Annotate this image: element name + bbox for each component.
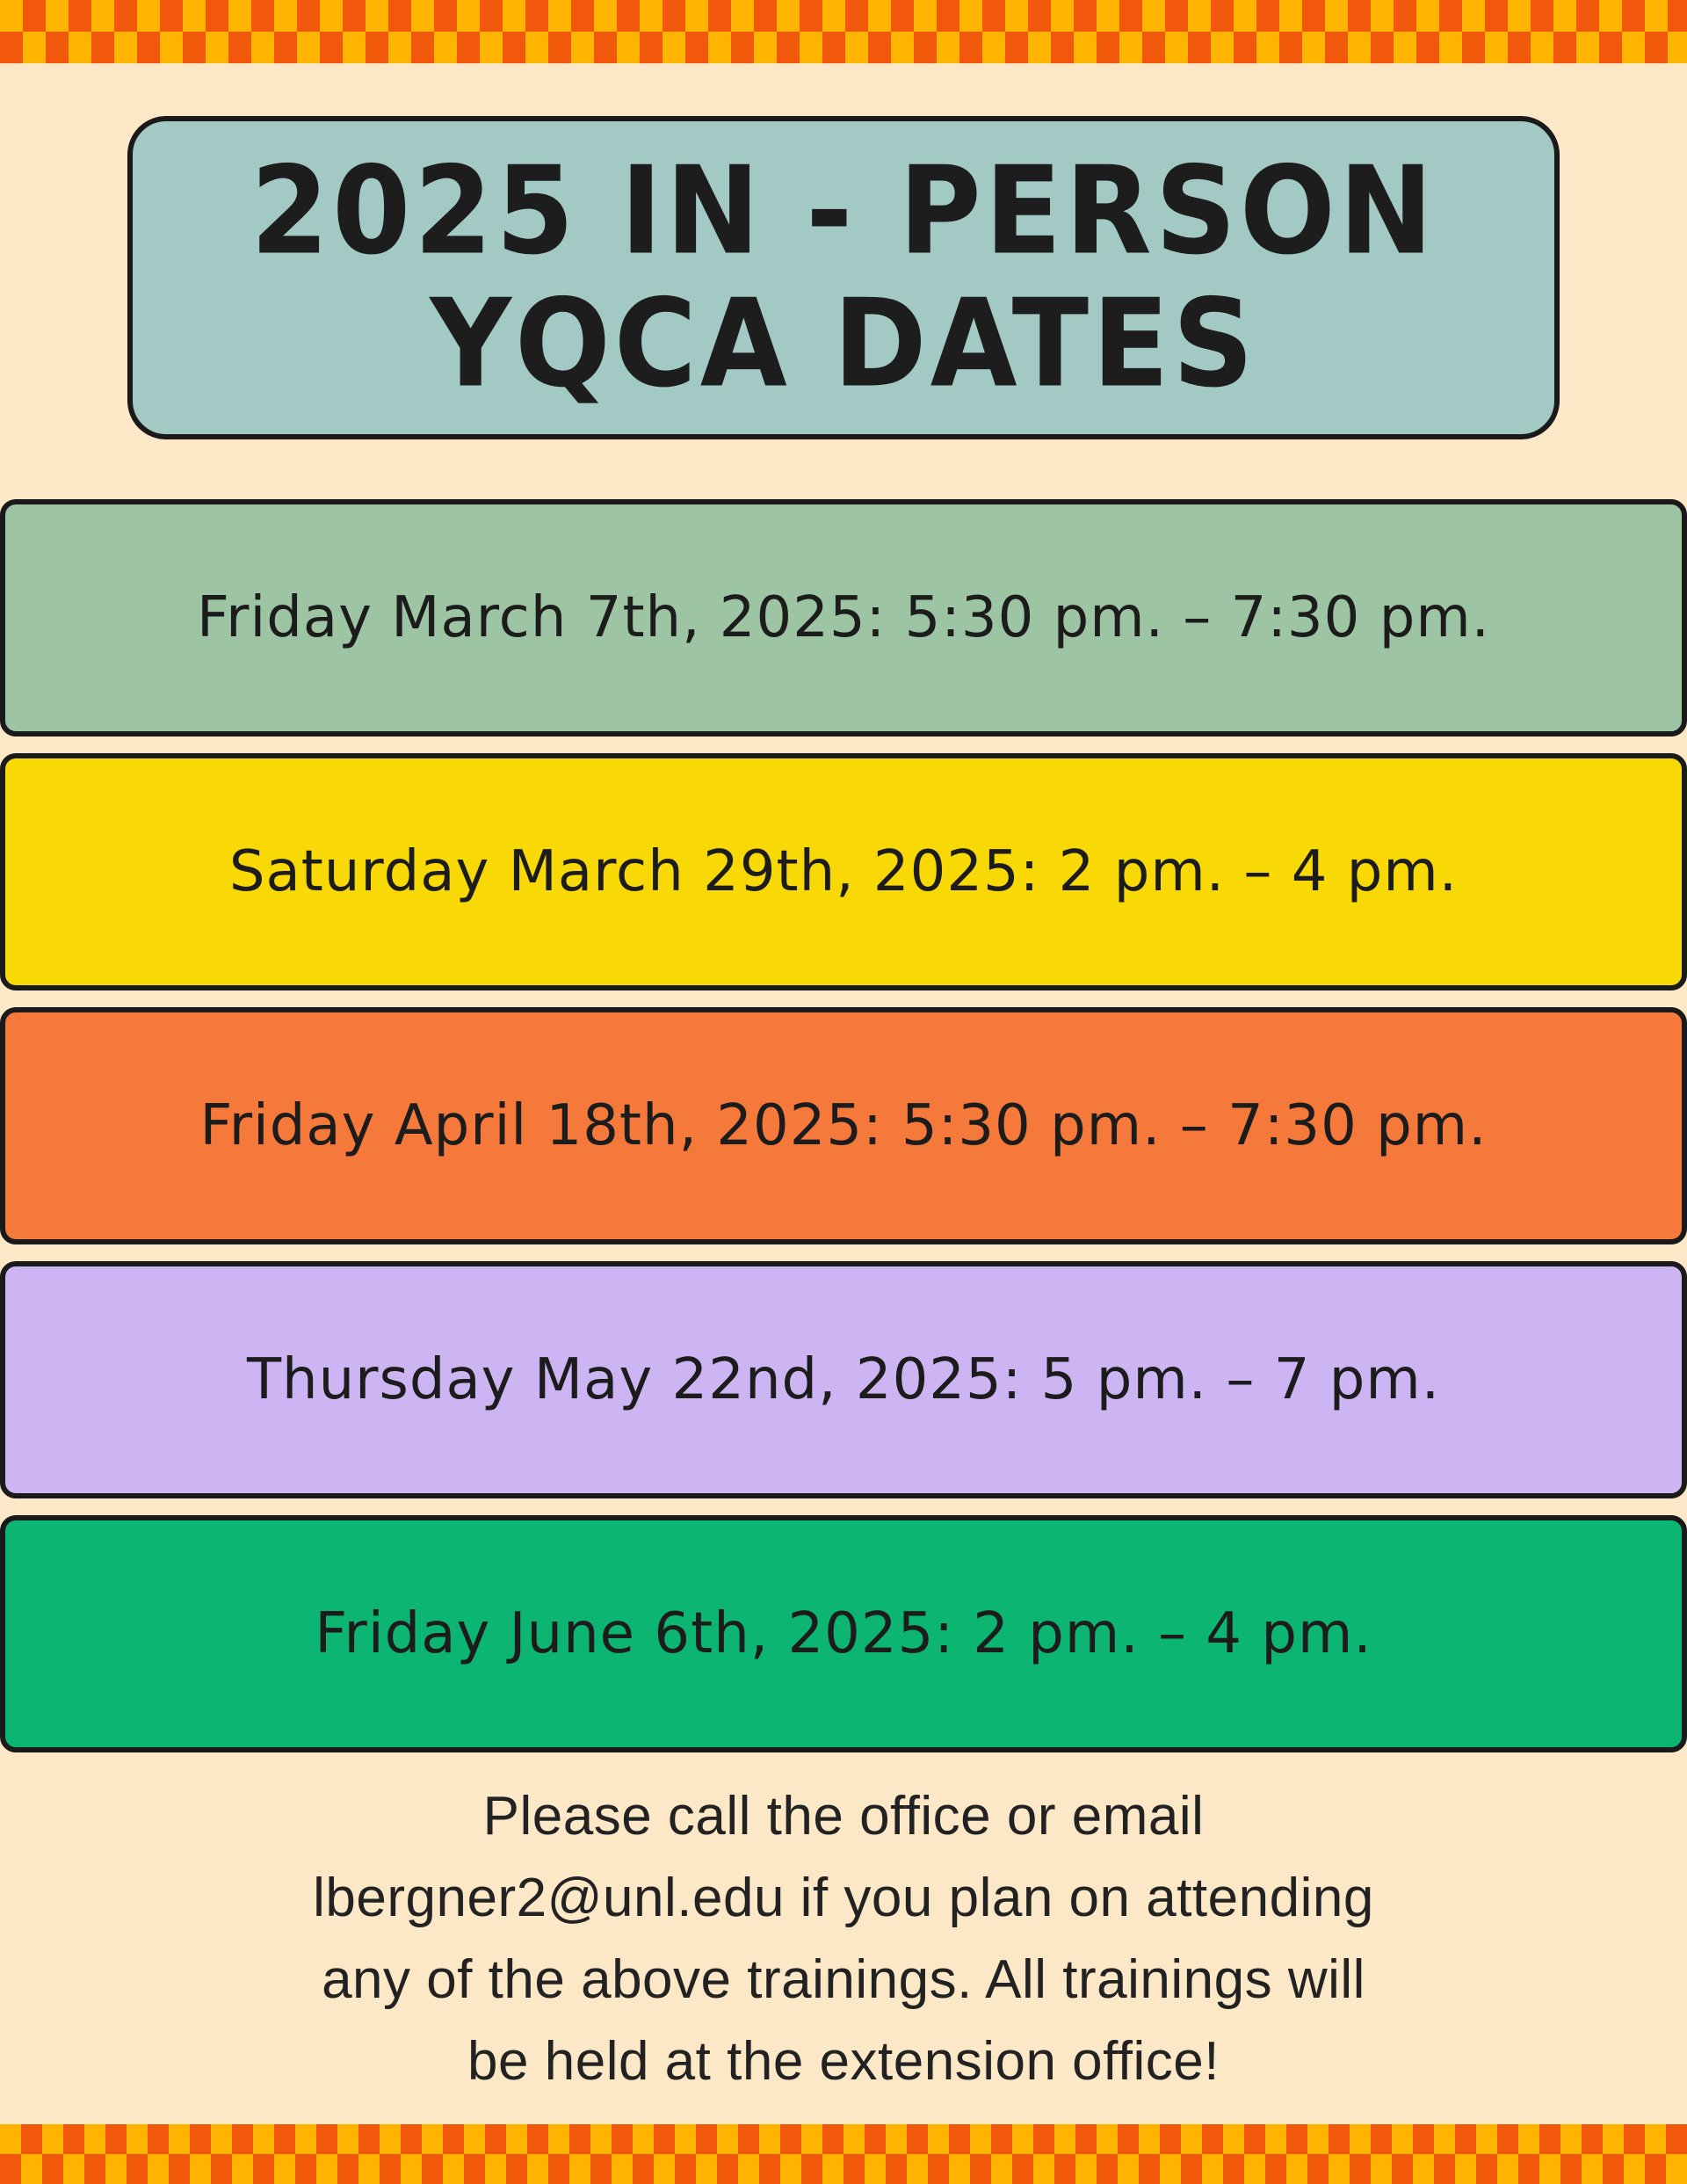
session-band-march-29 — [0, 753, 1687, 990]
footer-note-line: lbergner2@unl.edu if you plan on attending — [313, 1868, 1374, 1928]
poster-title-line2: YQCA DATES — [430, 273, 1257, 415]
title-box — [127, 116, 1560, 439]
session-band-label: Saturday March 29th, 2025: 2 pm. – 4 pm. — [228, 839, 1459, 904]
session-band-label: Thursday May 22nd, 2025: 5 pm. – 7 pm. — [246, 1347, 1441, 1412]
footer-note — [158, 1775, 1529, 2102]
footer-note-line: any of the above trainings. All trainings will — [322, 1949, 1365, 2010]
session-band-label: Friday March 7th, 2025: 5:30 pm. – 7:30 pm. — [196, 585, 1491, 650]
poster-title-line1: 2025 IN - PERSON — [250, 141, 1437, 282]
session-band-april-18 — [0, 1007, 1687, 1244]
session-band-june-6 — [0, 1515, 1687, 1752]
session-band-may-22 — [0, 1261, 1687, 1498]
checker-border-top — [0, 0, 1687, 63]
session-band-march-7 — [0, 499, 1687, 736]
checker-border-bottom — [0, 2124, 1687, 2184]
session-band-label: Friday April 18th, 2025: 5:30 pm. – 7:30 pm. — [199, 1093, 1488, 1158]
session-date-list — [0, 499, 1687, 1752]
footer-note-line: Please call the office or email — [482, 1786, 1205, 1847]
footer-note-line: be held at the extension office! — [467, 2031, 1220, 2092]
session-band-label: Friday June 6th, 2025: 2 pm. – 4 pm. — [315, 1601, 1372, 1666]
